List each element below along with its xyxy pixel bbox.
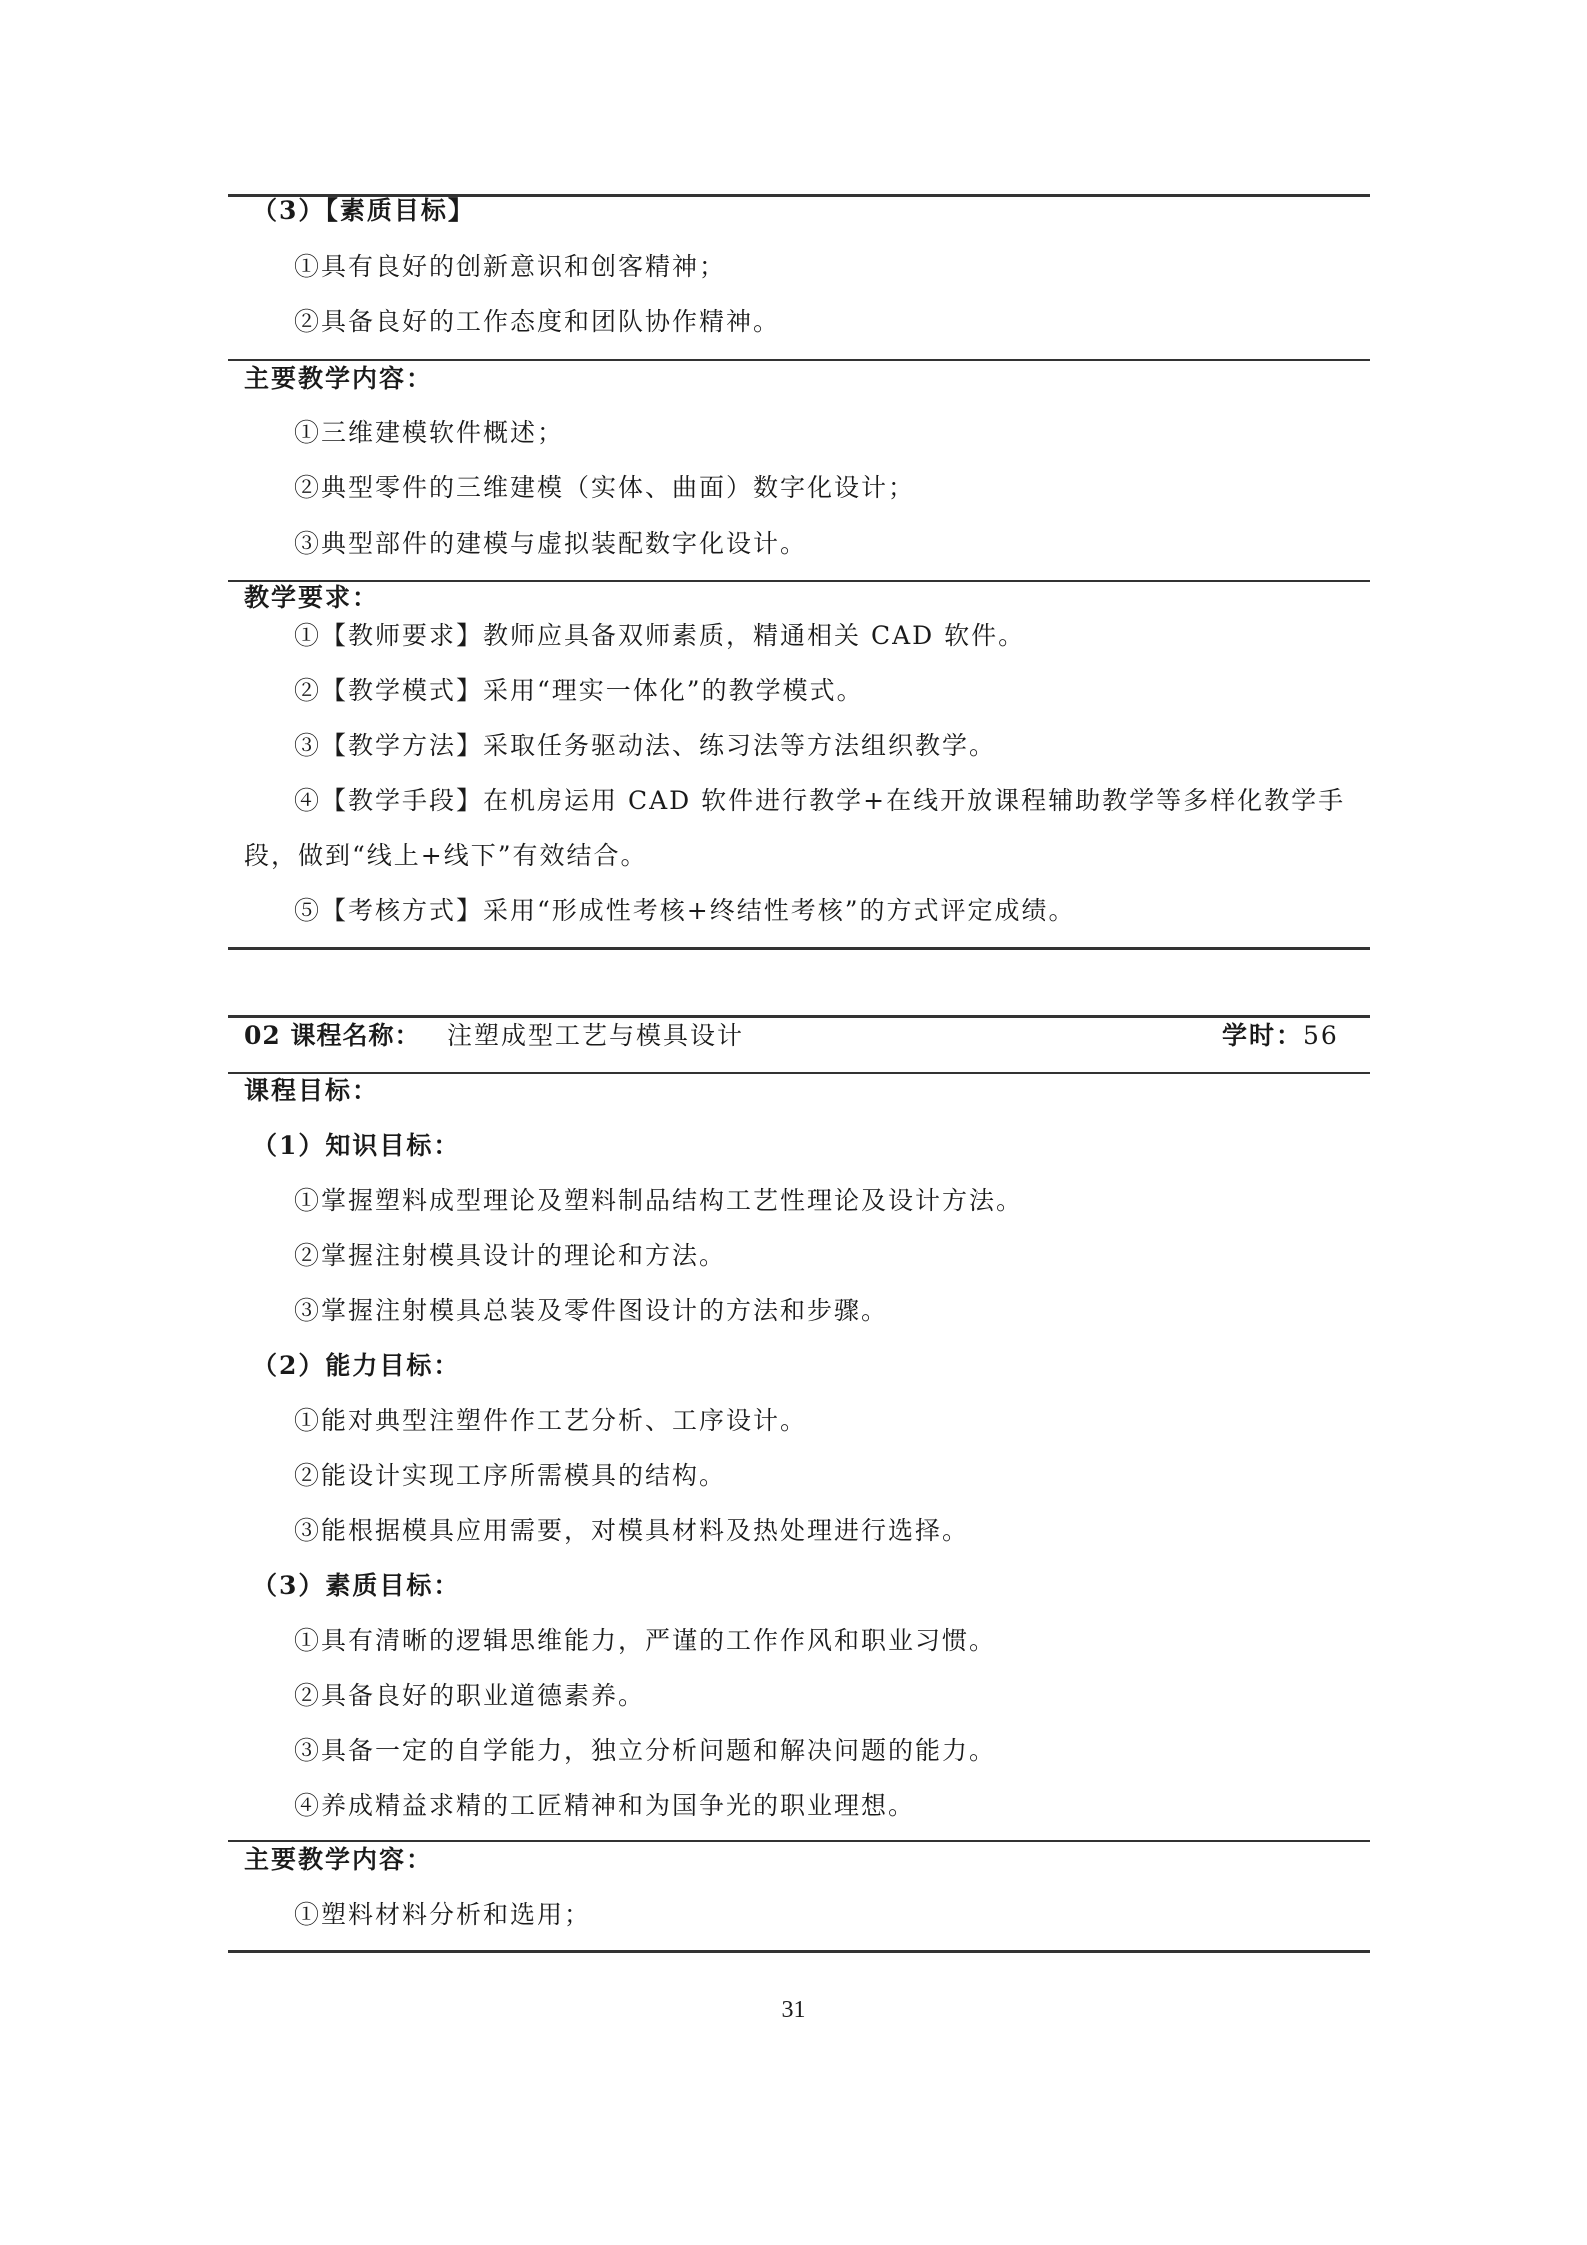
list-item: ①塑料材料分析和选用； — [294, 1900, 592, 1929]
list-item: ②【教学模式】采用“理实一体化”的教学模式。 — [294, 676, 864, 705]
row-divider — [228, 359, 1370, 361]
quality-goal-heading: （3）素质目标： — [252, 1571, 461, 1600]
list-item: ②能设计实现工序所需模具的结构。 — [294, 1461, 727, 1490]
table-bottom-rule — [228, 1950, 1370, 1953]
list-item: ⑤【考核方式】采用“形成性考核+终结性考核”的方式评定成绩。 — [294, 896, 1076, 925]
list-item: ④【教学手段】在机房运用 CAD 软件进行教学+在线开放课程辅助教学等多样化教学手 — [294, 786, 1346, 815]
course-label: 02 课程名称： — [244, 1021, 421, 1050]
course-hours — [1222, 1019, 1339, 1053]
teaching-content-heading: 主要教学内容： — [244, 1845, 434, 1874]
list-item: ①具有清晰的逻辑思维能力，严谨的工作作风和职业习惯。 — [294, 1626, 997, 1655]
list-item: ①【教师要求】教师应具备双师素质，精通相关 CAD 软件。 — [294, 621, 1026, 650]
list-item: ③能根据模具应用需要，对模具材料及热处理进行选择。 — [294, 1516, 970, 1545]
list-item: ②具备良好的工作态度和团队协作精神。 — [294, 307, 781, 336]
table-top-rule — [228, 1015, 1370, 1018]
row-divider — [228, 1840, 1370, 1842]
row-divider — [228, 580, 1370, 582]
list-item: ①具有良好的创新意识和创客精神； — [294, 252, 727, 281]
row-divider — [228, 1072, 1370, 1074]
course-goal-heading: 课程目标： — [244, 1076, 380, 1105]
course-name: 注塑成型工艺与模具设计 — [447, 1021, 745, 1050]
quality-goal-heading: （3）【素质目标】 — [252, 196, 475, 225]
knowledge-goal-heading: （1）知识目标： — [252, 1131, 461, 1160]
list-item: ③典型部件的建模与虚拟装配数字化设计。 — [294, 529, 808, 558]
hours-label: 学时： — [1222, 1021, 1304, 1050]
teaching-requirements-heading: 教学要求： — [244, 583, 380, 612]
list-item: ③掌握注射模具总装及零件图设计的方法和步骤。 — [294, 1296, 889, 1325]
list-item-continuation: 段，做到“线上+线下”有效结合。 — [244, 841, 648, 870]
list-item: ①能对典型注塑件作工艺分析、工序设计。 — [294, 1406, 808, 1435]
list-item: ②掌握注射模具设计的理论和方法。 — [294, 1241, 727, 1270]
list-item: ②典型零件的三维建模（实体、曲面）数字化设计； — [294, 473, 916, 502]
list-item: ③【教学方法】采取任务驱动法、练习法等方法组织教学。 — [294, 731, 997, 760]
list-item: ①三维建模软件概述； — [294, 418, 565, 447]
list-item: ③具备一定的自学能力，独立分析问题和解决问题的能力。 — [294, 1736, 997, 1765]
list-item: ④养成精益求精的工匠精神和为国争光的职业理想。 — [294, 1791, 916, 1820]
list-item: ①掌握塑料成型理论及塑料制品结构工艺性理论及设计方法。 — [294, 1186, 1024, 1215]
page-number: 31 — [781, 1997, 806, 2023]
teaching-content-heading: 主要教学内容： — [244, 364, 434, 393]
ability-goal-heading: （2）能力目标： — [252, 1351, 461, 1380]
list-item: ②具备良好的职业道德素养。 — [294, 1681, 646, 1710]
table-bottom-rule — [228, 947, 1370, 950]
hours-value: 56 — [1303, 1021, 1339, 1050]
